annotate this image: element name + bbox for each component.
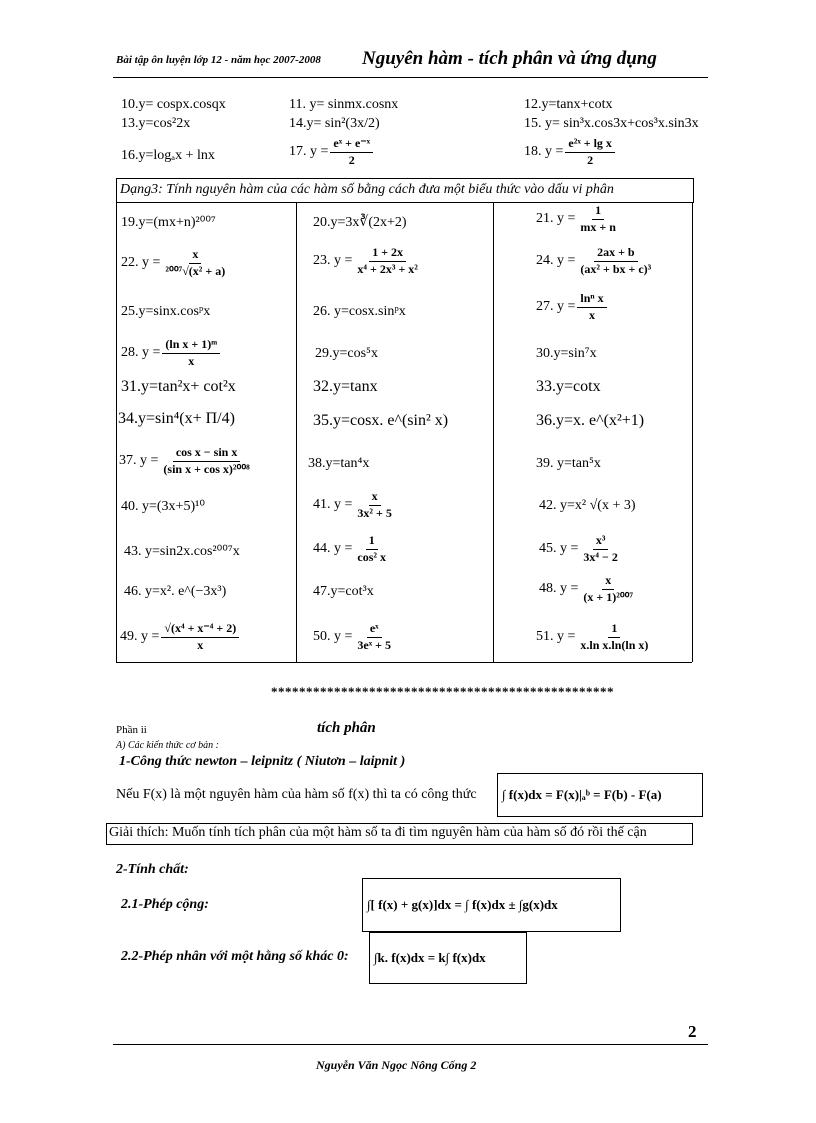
page-number: 2 (688, 1022, 697, 1041)
table-left-border (116, 203, 117, 662)
item-22-num: x (189, 248, 201, 264)
scalar-title: 2.2-Phép nhân với một hằng số khác 0: (121, 949, 349, 964)
explanation-box (106, 823, 693, 845)
item-44 (313, 534, 391, 565)
item-50-num: eˣ (367, 622, 382, 638)
item-21-label: 21. y = (536, 211, 576, 227)
item-37-label: 37. y = (119, 453, 159, 469)
item-51-den: x.ln x.ln(ln x) (580, 637, 649, 652)
item-28-num: (ln x + 1)ᵐ (162, 338, 220, 354)
item-50-label: 50. y = (313, 629, 353, 645)
item-27-label: 27. y = (536, 299, 576, 315)
item-50-den: 3eˣ + 5 (357, 637, 392, 652)
item-27-den: x (589, 307, 595, 322)
item-23-num: 1 + 2x (369, 246, 406, 262)
item-35: 35.y=cosx. e^(sin² x) (313, 412, 449, 429)
item-25: 25.y=sinx.cosᵖx (121, 304, 211, 319)
item-42: 42. y=x² √(x + 3) (539, 498, 636, 513)
basic-knowledge-heading: A) Các kiến thức cơ bản : (116, 740, 219, 751)
item-22 (121, 248, 230, 279)
star-separator: ************************************************* (271, 684, 614, 699)
item-24-den: (ax² + bx + c)³ (580, 261, 652, 276)
item-17 (289, 137, 375, 168)
dang3-title-box (116, 178, 694, 203)
item-37-num: cos x − sin x (173, 446, 241, 462)
item-10: 10.y= cospx.cosqx (121, 97, 226, 112)
item-43: 43. y=sin2x.cos²⁰⁰⁷x (124, 544, 240, 559)
footer-rule (113, 1044, 708, 1045)
item-49-den: x (197, 637, 204, 652)
table-col-divider-1 (296, 203, 297, 662)
item-18-label: 18. y = (524, 144, 564, 160)
item-49 (120, 622, 241, 653)
item-16: 16.y=logₐx + lnx (121, 148, 215, 163)
item-32: 32.y=tanx (313, 378, 378, 395)
scalar-formula: ∫k. f(x)dx = k∫ f(x)dx (374, 950, 486, 965)
item-24-label: 24. y = (536, 253, 576, 269)
item-15: 15. y= sin³x.cos3x+cos³x.sin3x (524, 116, 699, 131)
item-17-num: eˣ + e⁻ˣ (330, 137, 373, 153)
item-41-label: 41. y = (313, 497, 353, 513)
item-45-den: 3x⁴ − 2 (583, 549, 618, 564)
item-14: 14.y= sin²(3x/2) (289, 116, 380, 131)
item-18-num: e²ˣ + lg x (565, 137, 615, 153)
item-23 (313, 246, 423, 277)
item-20: 20.y=3x∛(2x+2) (313, 215, 407, 230)
item-40: 40. y=(3x+5)¹⁰ (121, 499, 205, 514)
table-col-divider-2 (493, 203, 494, 662)
item-23-den: x⁴ + 2x³ + x² (357, 261, 418, 276)
item-18 (524, 137, 617, 168)
item-44-num: 1 (366, 534, 378, 550)
item-28-den: x (188, 353, 195, 368)
item-17-den: 2 (348, 152, 355, 167)
newton-leibniz-formula-box (497, 773, 703, 817)
item-37 (119, 446, 255, 477)
item-51-label: 51. y = (536, 629, 576, 645)
item-41 (313, 490, 397, 521)
part-label: Phần ii (116, 724, 147, 736)
item-21-den: mx + n (580, 219, 616, 234)
item-24 (536, 246, 656, 277)
item-45 (539, 534, 623, 565)
header-title: Nguyên hàm - tích phân và ứng dụng (362, 48, 657, 69)
item-27 (536, 292, 609, 323)
newton-leibniz-formula: ∫ f(x)dx = F(x)|ₐᵇ = F(b) - F(a) (502, 787, 662, 802)
item-44-den: cos² x (357, 549, 386, 564)
item-13: 13.y=cos²2x (121, 116, 191, 131)
item-49-num: √(x⁴ + x⁻⁴ + 2) (161, 622, 239, 638)
properties-title: 2-Tính chất: (116, 862, 189, 877)
item-29: 29.y=cos⁵x (315, 346, 378, 361)
item-27-num: lnⁿ x (577, 292, 606, 308)
item-23-label: 23. y = (313, 253, 353, 269)
item-48-label: 48. y = (539, 581, 579, 597)
item-49-label: 49. y = (120, 629, 160, 645)
item-33: 33.y=cotx (536, 378, 601, 395)
item-50 (313, 622, 396, 653)
item-45-label: 45. y = (539, 541, 579, 557)
item-38: 38.y=tan⁴x (308, 456, 370, 471)
addition-formula: ∫[ f(x) + g(x)]dx = ∫ f(x)dx ± ∫g(x)dx (367, 897, 558, 912)
item-17-label: 17. y = (289, 144, 329, 160)
item-24-num: 2ax + b (594, 246, 638, 262)
header-course: Bài tập ôn luyện lớp 12 - năm học 2007-2008 (116, 54, 321, 66)
item-19: 19.y=(mx+n)²⁰⁰⁷ (121, 215, 216, 230)
item-12: 12.y=tanx+cotx (524, 97, 613, 112)
item-48-den: (x + 1)²⁰⁰⁷ (583, 589, 634, 604)
item-37-den: (sin x + cos x)²⁰⁰⁸ (163, 461, 250, 476)
item-48 (539, 574, 638, 605)
item-41-den: 3x² + 5 (357, 505, 392, 520)
table-bottom-border (116, 662, 692, 663)
newton-leibniz-text: Nếu F(x) là một nguyên hàm của hàm số f(x) thì ta có công thức (116, 787, 477, 802)
item-41-num: x (369, 490, 381, 506)
item-31: 31.y=tan²x+ cot²x (121, 378, 236, 395)
item-51-num: 1 (608, 622, 620, 638)
item-51 (536, 622, 653, 653)
item-18-den: 2 (587, 152, 594, 167)
item-11: 11. y= sinmx.cosnx (289, 97, 399, 112)
item-21-num: 1 (592, 204, 604, 220)
item-36: 36.y=x. e^(x²+1) (536, 412, 645, 429)
item-45-num: x³ (593, 534, 609, 550)
item-34: 34.y=sin⁴(x+ Π/4) (118, 410, 235, 427)
item-22-den: ²⁰⁰⁷√(x² + a) (165, 263, 226, 278)
item-44-label: 44. y = (313, 541, 353, 557)
item-30: 30.y=sin⁷x (536, 346, 597, 361)
item-28-label: 28. y = (121, 345, 161, 361)
item-46: 46. y=x². e^(−3x³) (124, 584, 227, 599)
table-right-border (692, 203, 693, 662)
item-21 (536, 204, 621, 235)
addition-title: 2.1-Phép cộng: (121, 897, 209, 912)
header-rule (113, 77, 708, 78)
item-48-num: x (602, 574, 614, 590)
item-28 (121, 338, 222, 369)
explanation-text: Giải thích: Muốn tính tích phân của một hàm số ta đi tìm nguyên hàm của hàm số đó rồi thế cận (109, 825, 647, 840)
item-22-label: 22. y = (121, 255, 161, 271)
part-heading: tích phân (317, 720, 376, 736)
addition-formula-box (362, 878, 621, 932)
item-47: 47.y=cot³x (313, 584, 374, 599)
dang3-title: Dạng3: Tính nguyên hàm của các hàm số bằng cách đưa một biểu thức vào dấu vi phân (120, 182, 614, 197)
scalar-formula-box (369, 932, 527, 984)
newton-leibniz-title: 1-Công thức newton – leipnitz ( Niutơn – laipnit ) (119, 754, 406, 769)
item-39: 39. y=tan⁵x (536, 456, 601, 471)
item-26: 26. y=cosx.sinᵖx (313, 304, 406, 319)
footer-author: Nguyễn Văn Ngọc Nông Cống 2 (316, 1058, 477, 1072)
